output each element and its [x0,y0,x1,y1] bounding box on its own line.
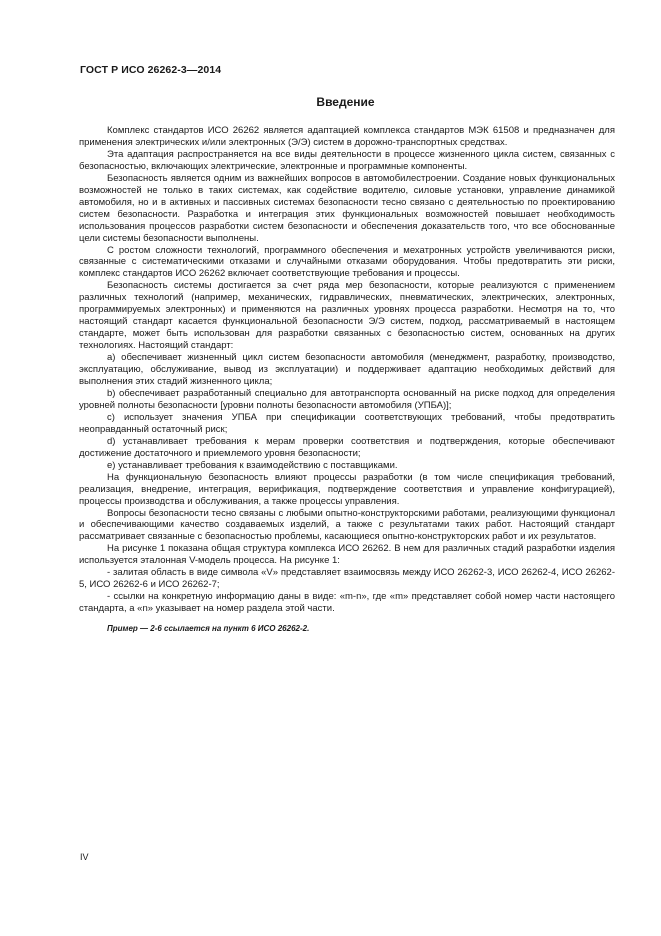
body-text [79,125,615,635]
list-item: - ссылки на конкретную информацию даны в виде: «m-n», где «m» представляет собой номер части настоящего стандарта, а «n» указывает на номер раздела этой части. [79,591,615,615]
paragraph: Безопасность является одним из важнейших вопросов в автомобилестроении. Создание новых функциональных возможностей не только в таких системах, как содействие водителю, силовые установки, управление динамикой автомобиля, но и в активных и пассивных системах безопасности тесно связано с деятельностью по проектированию систем безопасности. Разработка и интеграция этих функциональных возможностей повышает необходимость использования процессов разработки систем безопасности и обеспечения доказательств того, что все обоснованные цели системы безопасности выполнены. [79,172,615,244]
paragraph: На рисунке 1 показана общая структура комплекса ИСО 26262. В нем для различных стадий разработки изделия используется эталонная V-модель процесса. На рисунке 1: [79,543,615,567]
paragraph: С ростом сложности технологий, программного обеспечения и мехатронных устройств увеличиваются риски, связанные с систематическими отказами и случайными отказами оборудования. Чтобы предотвратить эти риски, комплекс стандартов ИСО 26262 включает соответствующие требования и процессы. [79,244,615,280]
list-item: a) обеспечивает жизненный цикл систем безопасности автомобиля (менеджмент, разработку, производство, эксплуатацию, обслуживание, вывод из эксплуатации) и поддерживает адаптацию необходимых действий для выполнения этих стадий жизненного цикла; [79,352,615,388]
list-item: d) устанавливает требования к мерам проверки соответствия и подтверждения, которые обеспечивают достижение достаточного и приемлемого уровня безопасности; [79,435,615,459]
paragraph: Эта адаптация распространяется на все виды деятельности в процессе жизненного цикла систем, связанных с безопасностью, включающих электрические, электронные и программные компоненты. [79,148,615,172]
paragraph: Вопросы безопасности тесно связаны с любыми опытно-конструкторскими работами, реализующими функционал и обеспечивающими качество создаваемых изделий, а также с результатами таких работ. Настоящий стандарт рассматривает связанные с безопасностью проблемы, касающиеся опытно-конструкторских работ и их результатов. [79,507,615,543]
section-title: Введение [316,95,375,109]
list-item: c) использует значения УПБА при спецификации соответствующих требований, чтобы предотвратить неоправданный остаточный риск; [79,411,615,435]
list-item: - залитая область в виде символа «V» представляет взаимосвязь между ИСО 26262-3, ИСО 26262-4, ИСО 26262-5, ИСО 26262-6 и ИСО 26262-7; [79,567,615,591]
example-note: Пример — 2-6 ссылается на пункт 6 ИСО 26262-2. [107,624,310,634]
paragraph: На функциональную безопасность влияют процессы разработки (в том числе спецификация требований, реализация, внедрение, интеграция, верификация, подтверждение соответствия и управление конфигурацией), процессы производства и обслуживания, а также процессы управления. [79,471,615,507]
list-item: e) устанавливает требования к взаимодействию с поставщиками. [107,459,398,471]
list-item: b) обеспечивает разработанный специально для автотранспорта основанный на риске подход для определения уровней полноты безопасности [уровни полноты безопасности автомобиля (УПБА)]; [79,387,615,411]
document-header: ГОСТ Р ИСО 26262-3—2014 [80,64,222,76]
paragraph: Комплекс стандартов ИСО 26262 является адаптацией комплекса стандартов МЭК 61508 и предназначен для применения электрических и/или электронных (Э/Э) систем в дорожно-транспортных средствах. [79,125,615,148]
page-number: IV [80,852,89,862]
paragraph: Безопасность системы достигается за счет ряда мер безопасности, которые реализуются с применением различных технологий (например, механических, гидравлических, пневматических, электрических, электронных, программируемых электронных) и применяются на различных уровнях процесса разработки. Несмотря на то, что настоящий стандарт касается функциональной безопасности Э/Э систем, подход, рассматриваемый в настоящем стандарте, может быть использован для разработки связанных с безопасностью систем, основанных на других технологиях. Настоящий стандарт: [79,280,615,352]
